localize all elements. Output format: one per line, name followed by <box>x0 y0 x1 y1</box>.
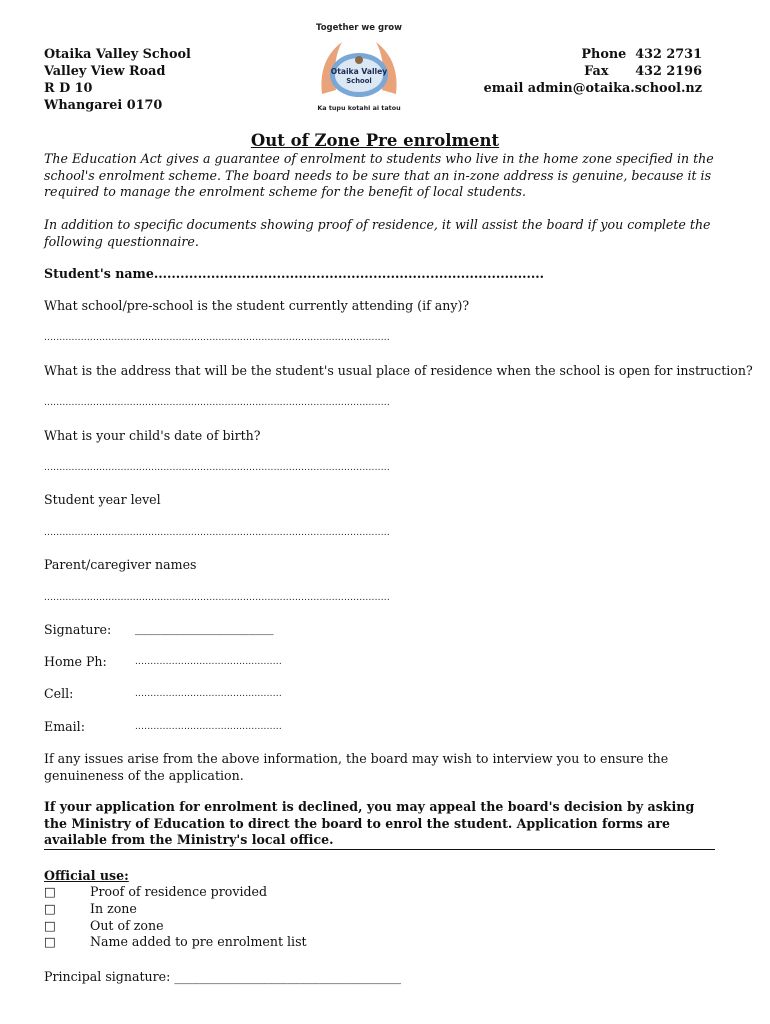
checkbox-icon[interactable]: □ <box>44 918 56 933</box>
school-logo <box>314 20 404 116</box>
official-option-proof[interactable] <box>44 884 267 899</box>
form-title: Out of Zone Pre enrolment <box>250 131 500 150</box>
answer-line-residence-address[interactable]: ................................................................................................................. <box>44 398 390 408</box>
question-date-of-birth: What is your child's date of birth? <box>44 428 261 443</box>
address-line: Valley View Road <box>44 64 166 79</box>
logo-center-text-1: Otaika Valley <box>330 67 388 76</box>
question-parent-names: Parent/caregiver names <box>44 557 197 572</box>
bird-icon <box>355 56 363 64</box>
section-divider <box>44 849 715 850</box>
address-line: R D 10 <box>44 81 93 96</box>
school-address <box>44 46 191 114</box>
email-label: Email: <box>44 719 85 734</box>
logo-center-text-2: School <box>346 77 372 85</box>
question-residence-address: What is the address that will be the student's usual place of residence when the school is open for instruction? <box>44 363 753 378</box>
home-phone-field[interactable]: ................................................ <box>135 657 282 667</box>
checkbox-icon[interactable]: □ <box>44 884 56 899</box>
signature-label: Signature: <box>44 622 112 637</box>
interview-note: If any issues arise from the above information, the board may wish to interview you to ensure the genuineness of the application. <box>44 751 669 783</box>
answer-line-date-of-birth[interactable]: ................................................................................................................. <box>44 463 390 473</box>
intro-paragraph: The Education Act gives a guarantee of enrolment to students who live in the home zone specified in the school's enrolment scheme. The board needs to be sure that an in-zone address is genuine, because it is required to manage the enrolment scheme for the benefit of local students. <box>44 151 714 199</box>
checkbox-icon[interactable]: □ <box>44 934 56 949</box>
fax-number: Fax 432 2196 <box>584 64 702 79</box>
intro-paragraph-2: In addition to specific documents showing proof of residence, it will assist the board if you complete the following questionnaire. <box>44 217 711 249</box>
principal-signature-field[interactable]: Principal signature: ____________________________________ <box>44 969 402 984</box>
address-line: Otaika Valley School <box>44 47 191 62</box>
student-name-field[interactable]: Student's name......................................................................................... <box>44 266 545 281</box>
option-label: In zone <box>90 901 137 916</box>
address-line: Whangarei 0170 <box>44 98 163 113</box>
cell-field[interactable]: ................................................ <box>135 689 282 699</box>
answer-line-parent-names[interactable]: ................................................................................................................. <box>44 593 390 603</box>
option-label: Name added to pre enrolment list <box>90 934 307 949</box>
logo-top-text: Together we grow <box>316 23 402 33</box>
answer-line-year-level[interactable]: ................................................................................................................. <box>44 528 390 538</box>
question-current-school: What school/pre-school is the student currently attending (if any)? <box>44 298 470 313</box>
question-year-level: Student year level <box>44 492 161 507</box>
signature-field[interactable]: ______________________ <box>135 620 274 635</box>
official-option-in-zone[interactable] <box>44 901 137 916</box>
cell-label: Cell: <box>44 686 74 701</box>
checkbox-icon[interactable]: □ <box>44 901 56 916</box>
appeal-note: If your application for enrolment is declined, you may appeal the board's decision by asking the Ministry of Education to direct the board to enrol the student. Application forms are available from the Ministry's local office. <box>44 799 695 847</box>
official-option-out-of-zone[interactable] <box>44 918 164 933</box>
option-label: Out of zone <box>90 918 164 933</box>
school-email: email admin@otaika.school.nz <box>483 81 702 96</box>
official-option-name-added[interactable] <box>44 934 307 949</box>
answer-line-current-school[interactable]: ................................................................................................................. <box>44 333 390 343</box>
home-phone-label: Home Ph: <box>44 654 107 669</box>
option-label: Proof of residence provided <box>90 884 268 899</box>
email-field[interactable]: ................................................ <box>135 722 282 732</box>
official-use-heading: Official use: <box>44 868 129 883</box>
phone-number: Phone 432 2731 <box>581 47 702 62</box>
school-contact <box>484 46 702 97</box>
logo-bottom-text: Ka tupu kotahi ai tatou <box>317 104 401 112</box>
